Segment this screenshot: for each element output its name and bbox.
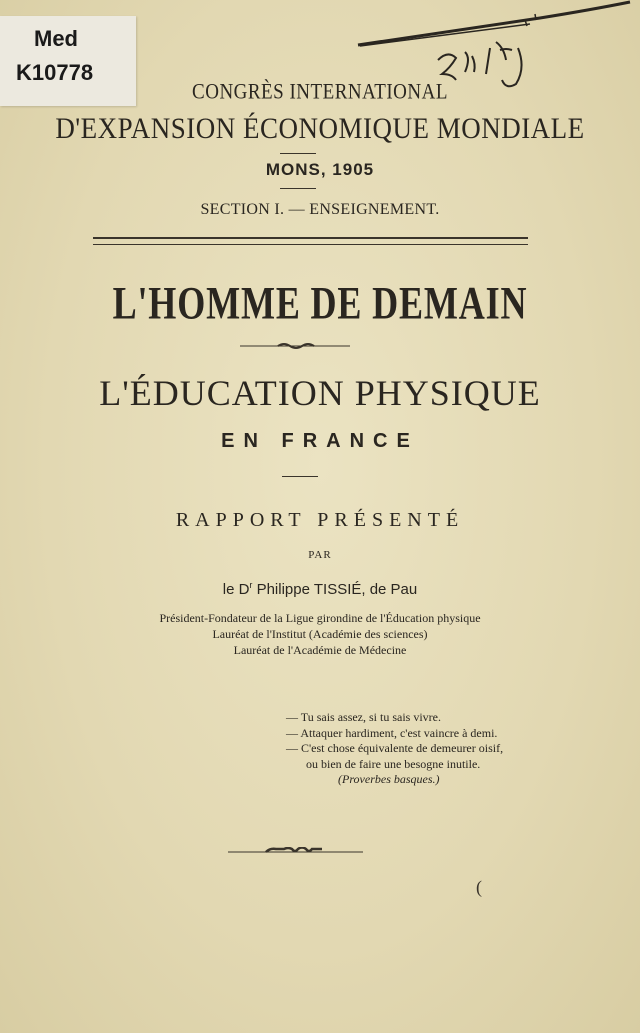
- author-title-superscript: r: [249, 580, 253, 590]
- series-title: L'HOMME DE DEMAIN: [112, 277, 528, 330]
- congress-subtitle: D'EXPANSION ÉCONOMIQUE MONDIALE: [55, 111, 585, 145]
- ornament-tailpiece: [228, 847, 363, 857]
- label-line-1: Med: [34, 26, 78, 51]
- epigraph-line: — Attaquer hardiment, c'est vaincre à demi.: [286, 725, 498, 740]
- epigraph-line: — C'est chose équivalente de demeurer oisif,: [286, 741, 504, 755]
- author-title-line: Lauréat de l'Académie de Médecine: [233, 643, 407, 657]
- epigraph: [286, 710, 503, 788]
- congress-name: CONGRÈS INTERNATIONAL: [192, 80, 448, 105]
- main-title: L'ÉDUCATION PHYSIQUE: [99, 373, 541, 413]
- by-label: PAR: [308, 549, 332, 561]
- author-name: Philippe TISSIÉ, de Pau: [252, 581, 418, 598]
- report-label: RAPPORT PRÉSENTÉ: [175, 509, 465, 531]
- divider: [282, 476, 318, 477]
- epigraph-source: (Proverbes basques.): [338, 772, 440, 786]
- label-line-2: K10778: [16, 60, 94, 85]
- subtitle: EN FRANCE: [221, 430, 419, 452]
- ornament-divider: [240, 342, 350, 350]
- divider: [280, 188, 316, 189]
- page-mark: (: [476, 877, 482, 897]
- place-and-year: MONS, 1905: [265, 160, 375, 179]
- epigraph-line: — Tu sais assez, si tu sais vivre.: [286, 710, 442, 724]
- author-prefix: le D: [222, 581, 250, 598]
- author-line: [0, 580, 640, 598]
- author-titles: [0, 610, 640, 658]
- double-divider: [93, 237, 528, 245]
- section-heading: SECTION I. — ENSEIGNEMENT.: [200, 201, 440, 218]
- author-title-line: Lauréat de l'Institut (Académie des sciences): [212, 627, 428, 641]
- divider: [280, 153, 316, 154]
- author-title-line: Président-Fondateur de la Ligue girondine de l'Éducation physique: [159, 611, 481, 625]
- epigraph-line: ou bien de faire une besogne inutile.: [306, 756, 481, 771]
